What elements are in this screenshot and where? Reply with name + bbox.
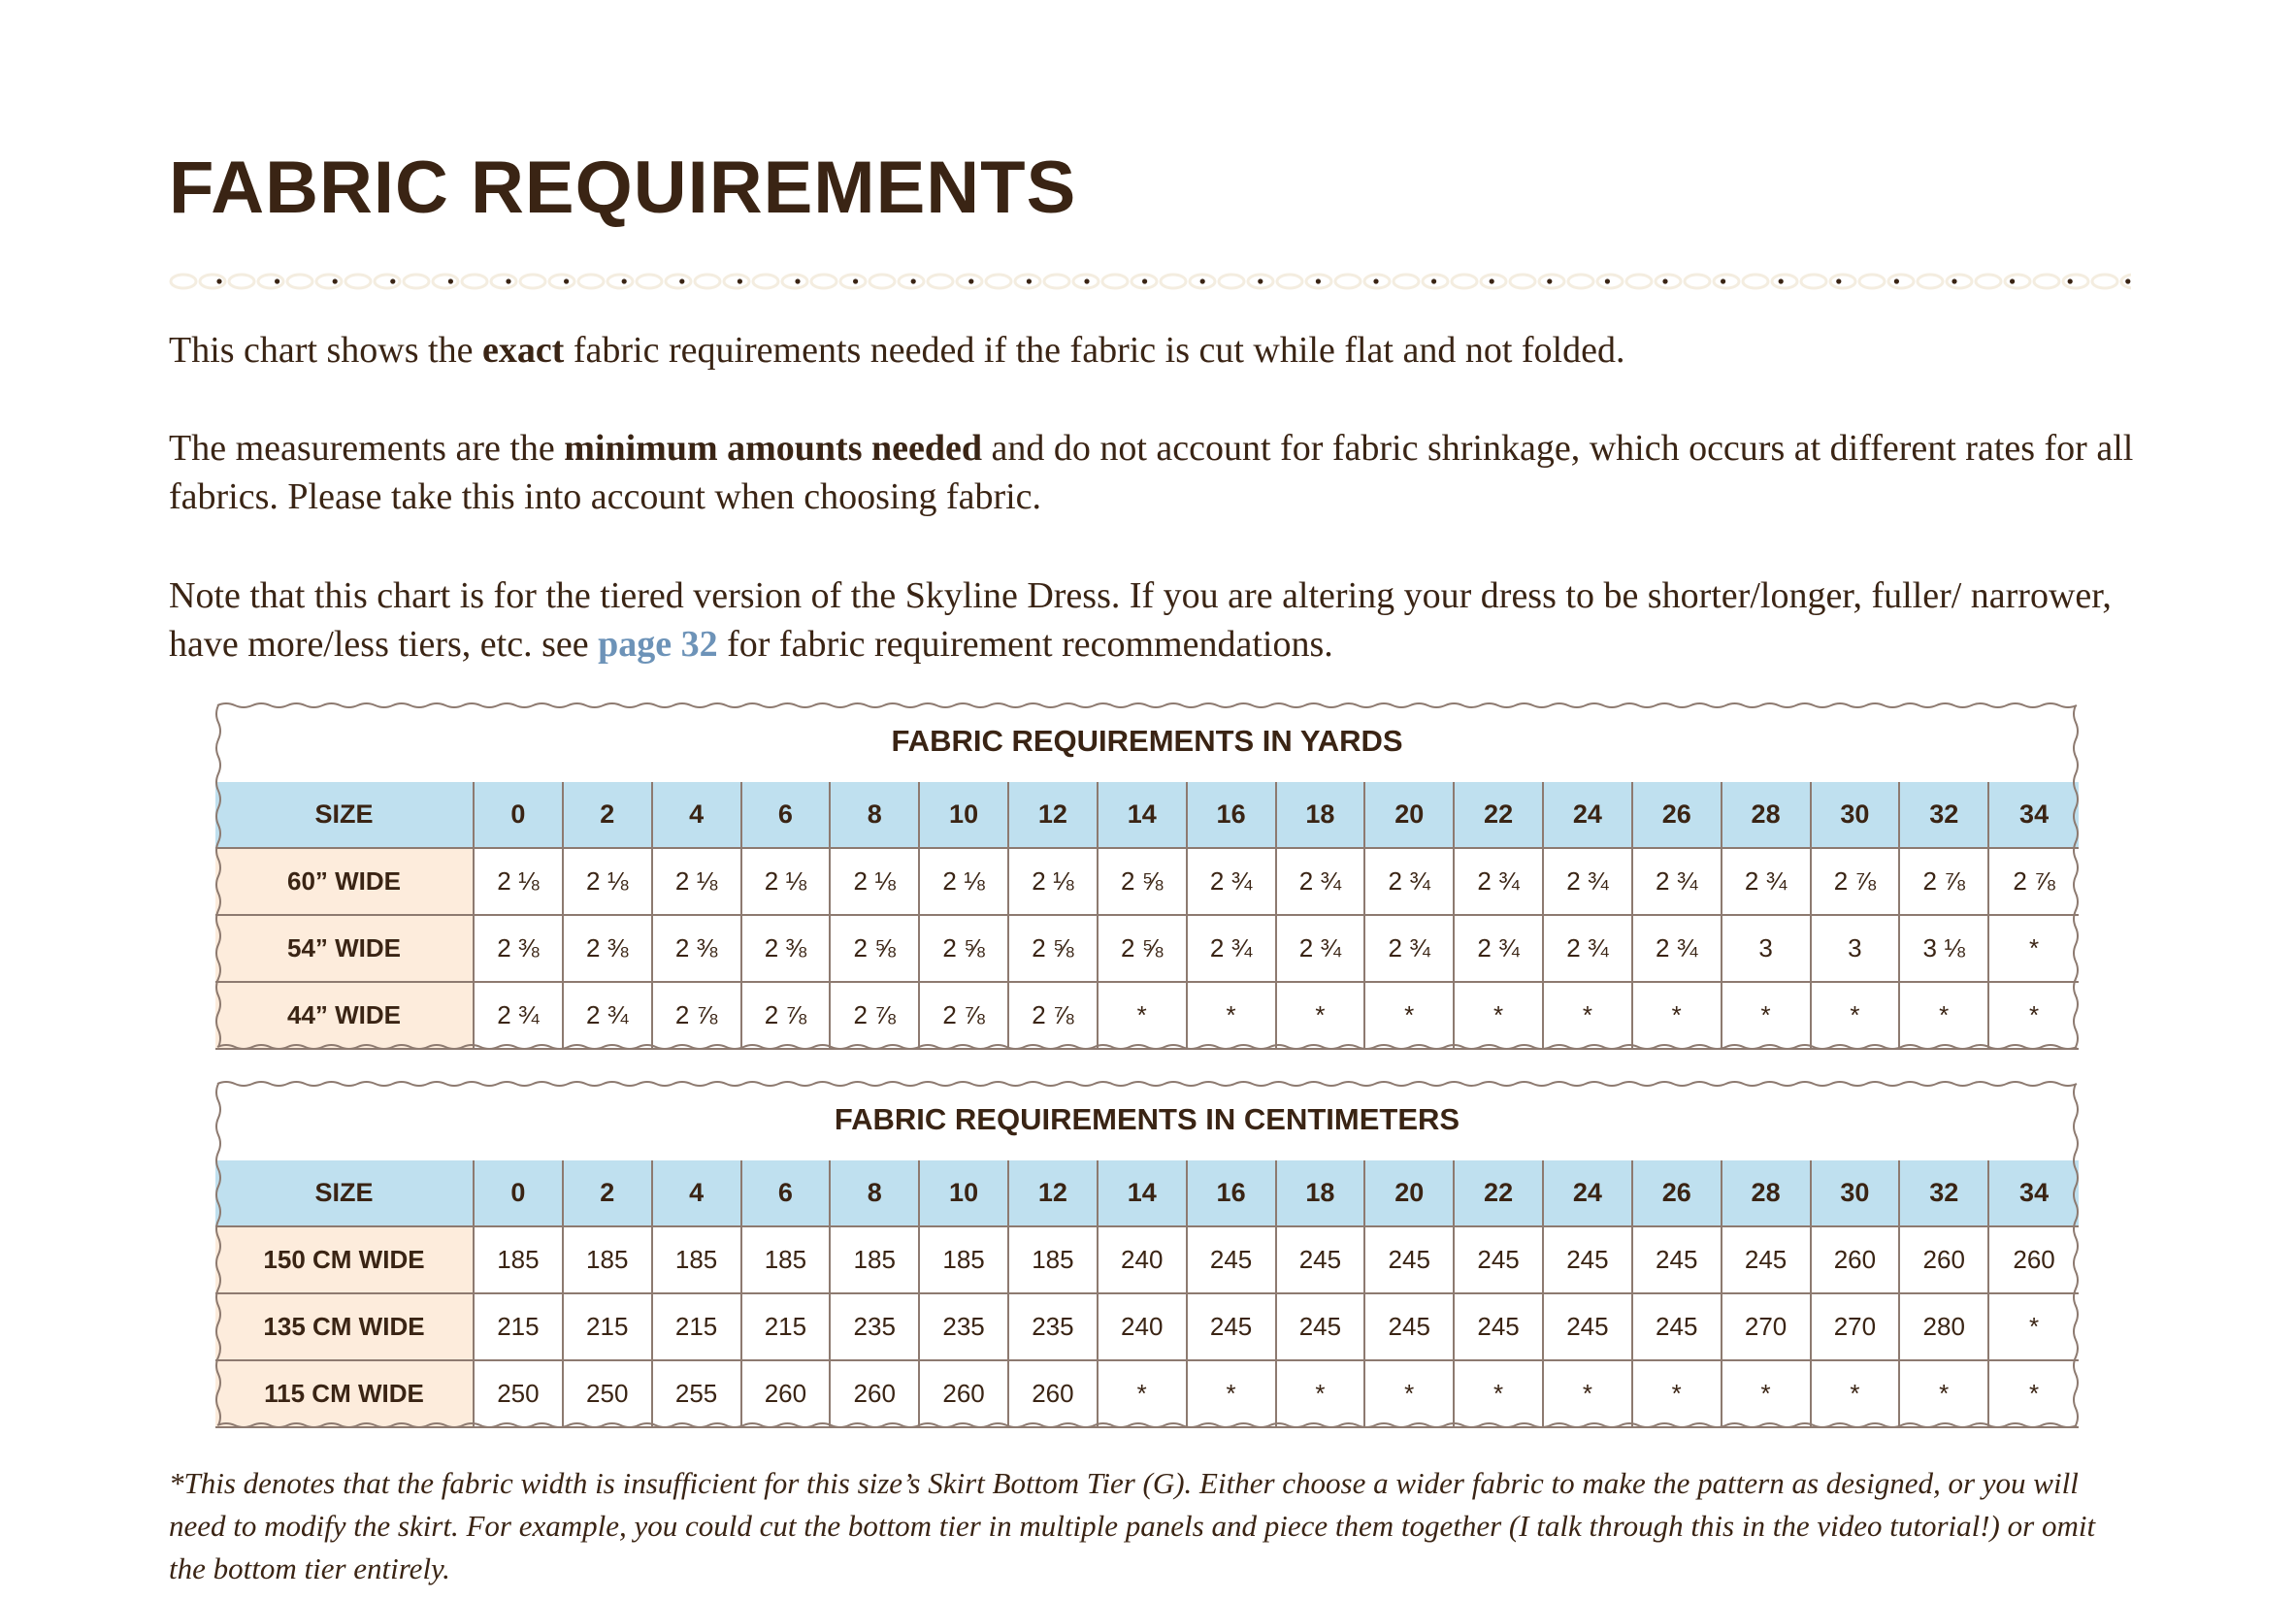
divider-link bbox=[2005, 275, 2030, 288]
cm-table-card bbox=[215, 1079, 2079, 1430]
table-cell: 2 ⅝ bbox=[1009, 916, 1099, 983]
table-cell: * bbox=[1277, 1361, 1366, 1428]
size-column-header: 20 bbox=[1365, 1160, 1455, 1227]
p2-before: The measurements are the bbox=[169, 428, 565, 469]
p2-after: and do not account for fabric shrinkage, which occurs at different rates for all fabrics. Please take this into account when choosing fabric. bbox=[169, 428, 2134, 517]
table-cell: 215 bbox=[564, 1294, 653, 1361]
table-cell: 185 bbox=[920, 1227, 1009, 1294]
size-column-header: 24 bbox=[1544, 1160, 1633, 1227]
table-cell: 2 ¾ bbox=[1277, 916, 1366, 983]
divider-link bbox=[869, 275, 895, 288]
page-link[interactable]: page 32 bbox=[598, 624, 718, 665]
table-cell: 260 bbox=[742, 1361, 832, 1428]
table-cell: 260 bbox=[831, 1361, 920, 1428]
size-column-header: 24 bbox=[1544, 782, 1633, 849]
page-title: FABRIC REQUIREMENTS bbox=[169, 147, 1077, 229]
size-column-header: 4 bbox=[653, 1160, 742, 1227]
size-column-header: 10 bbox=[920, 782, 1009, 849]
divider-link bbox=[1394, 275, 1419, 288]
table-cell: * bbox=[1812, 983, 1901, 1050]
table-cell: 245 bbox=[1188, 1227, 1277, 1294]
divider-link bbox=[1830, 275, 1855, 288]
table-cell: 2 ¾ bbox=[1277, 849, 1366, 916]
table-cell: 245 bbox=[1722, 1227, 1812, 1294]
table-cell: 2 ⅛ bbox=[564, 849, 653, 916]
divider-dot bbox=[911, 278, 916, 283]
size-column-header: 34 bbox=[1989, 1160, 2079, 1227]
table-cell: 185 bbox=[653, 1227, 742, 1294]
table-cell: 2 ⅞ bbox=[831, 983, 920, 1050]
divider-dot bbox=[1316, 278, 1321, 283]
divider-link bbox=[753, 275, 778, 288]
divider-dot bbox=[1142, 278, 1147, 283]
size-column-header: 2 bbox=[564, 782, 653, 849]
divider-link bbox=[1626, 275, 1652, 288]
size-header: SIZE bbox=[215, 782, 475, 849]
table-cell: 2 ⅛ bbox=[1009, 849, 1099, 916]
table-cell: 2 ⅞ bbox=[742, 983, 832, 1050]
divider-link bbox=[1219, 275, 1244, 288]
size-header: SIZE bbox=[215, 1160, 475, 1227]
size-column-header: 16 bbox=[1188, 1160, 1277, 1227]
note-paragraph bbox=[169, 571, 2139, 669]
row-label: 60” WIDE bbox=[215, 849, 475, 916]
size-column-header: 8 bbox=[831, 1160, 920, 1227]
divider-link bbox=[1772, 275, 1797, 288]
divider-link bbox=[1656, 275, 1681, 288]
cm-table bbox=[215, 1160, 2079, 1428]
table-cell: * bbox=[1633, 1361, 1722, 1428]
divider-link bbox=[2092, 275, 2117, 288]
table-cell: * bbox=[1812, 1361, 1901, 1428]
divider-link bbox=[1161, 275, 1186, 288]
divider-link bbox=[433, 275, 458, 288]
divider-link bbox=[1044, 275, 1069, 288]
size-column-header: 32 bbox=[1900, 782, 1989, 849]
divider-link bbox=[2063, 275, 2088, 288]
table-cell: 185 bbox=[564, 1227, 653, 1294]
p3-before: Note that this chart is for the tiered version of the Skyline Dress. If you are altering your dress to be shorter/longer, fuller/ narrower, have more/less tiers, etc. see bbox=[169, 575, 2112, 665]
divider-dot bbox=[1894, 278, 1899, 283]
divider-link bbox=[1859, 275, 1885, 288]
table-cell: 2 ¾ bbox=[1633, 916, 1722, 983]
table-cell: 2 ¾ bbox=[475, 983, 564, 1050]
size-column-header: 26 bbox=[1633, 782, 1722, 849]
size-column-header: 28 bbox=[1722, 782, 1812, 849]
divider-dot bbox=[1200, 278, 1205, 283]
table-cell: 245 bbox=[1633, 1227, 1722, 1294]
table-cell: * bbox=[1099, 983, 1188, 1050]
table-cell: 2 ¾ bbox=[564, 983, 653, 1050]
divider-link bbox=[986, 275, 1011, 288]
size-column-header: 4 bbox=[653, 782, 742, 849]
divider-dot bbox=[390, 278, 395, 283]
divider-link bbox=[1947, 275, 1972, 288]
table-cell: 245 bbox=[1365, 1227, 1455, 1294]
table-cell: 2 ⅝ bbox=[1099, 849, 1188, 916]
size-column-header: 16 bbox=[1188, 782, 1277, 849]
table-cell: 2 ¾ bbox=[1188, 849, 1277, 916]
table-cell: 245 bbox=[1544, 1294, 1633, 1361]
divider-dot bbox=[1490, 278, 1494, 283]
divider-link bbox=[1568, 275, 1593, 288]
divider-dot bbox=[1779, 278, 1784, 283]
p1-after: fabric requirements needed if the fabric is cut while flat and not folded. bbox=[564, 330, 1625, 371]
size-column-header: 0 bbox=[475, 782, 564, 849]
size-column-header: 2 bbox=[564, 1160, 653, 1227]
divider-dot bbox=[1431, 278, 1436, 283]
table-cell: 2 ¾ bbox=[1722, 849, 1812, 916]
size-column-header: 8 bbox=[831, 782, 920, 849]
table-cell: 2 ¾ bbox=[1188, 916, 1277, 983]
table-cell: * bbox=[1722, 983, 1812, 1050]
table-cell: 260 bbox=[1009, 1361, 1099, 1428]
divider-link bbox=[462, 275, 487, 288]
divider-dot bbox=[679, 278, 684, 283]
divider-dot bbox=[506, 278, 510, 283]
table-cell: * bbox=[1544, 1361, 1633, 1428]
table-cell: * bbox=[1455, 983, 1544, 1050]
divider-dot bbox=[333, 278, 338, 283]
table-cell: 185 bbox=[831, 1227, 920, 1294]
size-column-header: 14 bbox=[1099, 1160, 1188, 1227]
divider-link bbox=[1888, 275, 1914, 288]
table-cell: * bbox=[1633, 983, 1722, 1050]
divider-dot bbox=[564, 278, 569, 283]
size-column-header: 12 bbox=[1009, 1160, 1099, 1227]
divider-dot bbox=[1721, 278, 1725, 283]
table-cell: 2 ⅞ bbox=[1812, 849, 1901, 916]
table-cell: 2 ⅞ bbox=[920, 983, 1009, 1050]
table-cell: 260 bbox=[1900, 1227, 1989, 1294]
table-cell: 3 bbox=[1812, 916, 1901, 983]
divider-link bbox=[1743, 275, 1768, 288]
table-cell: 245 bbox=[1277, 1294, 1366, 1361]
divider-link bbox=[345, 275, 371, 288]
table-cell: 280 bbox=[1900, 1294, 1989, 1361]
size-column-header: 18 bbox=[1277, 782, 1366, 849]
table-cell: 2 ¾ bbox=[1455, 916, 1544, 983]
table-cell: 255 bbox=[653, 1361, 742, 1428]
divider-link bbox=[1801, 275, 1826, 288]
table-cell: 240 bbox=[1099, 1227, 1188, 1294]
table-cell: * bbox=[1365, 1361, 1455, 1428]
divider-link bbox=[1102, 275, 1128, 288]
size-column-header: 32 bbox=[1900, 1160, 1989, 1227]
table-cell: 2 ⅞ bbox=[1900, 849, 1989, 916]
table-cell: * bbox=[1989, 916, 2079, 983]
size-column-header: 12 bbox=[1009, 782, 1099, 849]
divider-link bbox=[520, 275, 545, 288]
table-cell: 245 bbox=[1188, 1294, 1277, 1361]
table-cell: 2 ⅞ bbox=[1009, 983, 1099, 1050]
table-cell: * bbox=[1989, 983, 2079, 1050]
table-cell: 250 bbox=[475, 1361, 564, 1428]
size-column-header: 0 bbox=[475, 1160, 564, 1227]
table-cell: 185 bbox=[742, 1227, 832, 1294]
table-cell: * bbox=[1365, 983, 1455, 1050]
divider-link bbox=[229, 275, 254, 288]
divider-dot bbox=[1258, 278, 1263, 283]
yards-table-card bbox=[215, 701, 2079, 1052]
divider-link bbox=[171, 275, 196, 288]
table-cell: 2 ¾ bbox=[1365, 916, 1455, 983]
divider-link bbox=[491, 275, 516, 288]
row-label: 150 CM WIDE bbox=[215, 1227, 475, 1294]
table-cell: * bbox=[1989, 1361, 2079, 1428]
table-cell: 2 ⅝ bbox=[1099, 916, 1188, 983]
divider-link bbox=[1918, 275, 1943, 288]
intro-paragraph bbox=[169, 326, 2139, 375]
divider-link bbox=[928, 275, 953, 288]
table-cell: 270 bbox=[1812, 1294, 1901, 1361]
table-cell: 185 bbox=[475, 1227, 564, 1294]
table-cell: 235 bbox=[920, 1294, 1009, 1361]
table-cell: 245 bbox=[1277, 1227, 1366, 1294]
table-cell: * bbox=[1099, 1361, 1188, 1428]
divider-link bbox=[375, 275, 400, 288]
divider-dot bbox=[2125, 278, 2130, 283]
footnote: *This denotes that the fabric width is insufficient for this size’s Skirt Bottom Tier (G). Either choose a wider fabric to make the pattern as designed, or you will need to modify the skirt. For example, you could cut the bottom tier in multiple panels and piece them together (I talk through this in the video tutorial!) or omit the bottom tier entirely. bbox=[169, 1466, 2096, 1585]
table-cell: 245 bbox=[1455, 1227, 1544, 1294]
divider-dot bbox=[275, 278, 279, 283]
table-cell: 245 bbox=[1365, 1294, 1455, 1361]
table-cell: 2 ⅛ bbox=[653, 849, 742, 916]
table-cell: 2 ¾ bbox=[1455, 849, 1544, 916]
divider-dot bbox=[216, 278, 221, 283]
divider-link bbox=[578, 275, 604, 288]
table-cell: * bbox=[1989, 1294, 2079, 1361]
table-cell: 245 bbox=[1455, 1294, 1544, 1361]
table-cell: * bbox=[1722, 1361, 1812, 1428]
divider-dot bbox=[2068, 278, 2073, 283]
divider-dot bbox=[738, 278, 742, 283]
table-cell: 2 ¾ bbox=[1544, 849, 1633, 916]
divider-dot bbox=[968, 278, 973, 283]
divider-dot bbox=[448, 278, 453, 283]
divider-dot bbox=[1547, 278, 1552, 283]
divider-link bbox=[287, 275, 312, 288]
divider-link bbox=[1335, 275, 1361, 288]
divider-link bbox=[1685, 275, 1710, 288]
size-column-header: 6 bbox=[742, 782, 832, 849]
table-cell: * bbox=[1277, 983, 1366, 1050]
table-cell: 235 bbox=[1009, 1294, 1099, 1361]
row-label: 54” WIDE bbox=[215, 916, 475, 983]
divider-dot bbox=[622, 278, 627, 283]
table-cell: 2 ⅞ bbox=[653, 983, 742, 1050]
divider-link bbox=[1714, 275, 1739, 288]
shrinkage-paragraph bbox=[169, 424, 2139, 521]
divider-link bbox=[404, 275, 429, 288]
table-cell: 2 ⅝ bbox=[920, 916, 1009, 983]
table-cell: 2 ¾ bbox=[1633, 849, 1722, 916]
yards-table bbox=[215, 782, 2079, 1050]
yards-table-title: FABRIC REQUIREMENTS IN YARDS bbox=[891, 724, 1403, 758]
table-cell: 250 bbox=[564, 1361, 653, 1428]
divider-link bbox=[695, 275, 720, 288]
table-cell: * bbox=[1455, 1361, 1544, 1428]
table-cell: 2 ⅜ bbox=[742, 916, 832, 983]
divider-dot bbox=[1836, 278, 1841, 283]
p3-after: for fabric requirement recommendations. bbox=[717, 624, 1333, 665]
divider-link bbox=[549, 275, 574, 288]
divider-link bbox=[607, 275, 633, 288]
size-column-header: 34 bbox=[1989, 782, 2079, 849]
table-cell: 3 bbox=[1722, 916, 1812, 983]
divider-link bbox=[1510, 275, 1535, 288]
divider-dot bbox=[1027, 278, 1032, 283]
table-cell: 2 ⅛ bbox=[742, 849, 832, 916]
divider-dot bbox=[1605, 278, 1610, 283]
table-cell: 3 ⅛ bbox=[1900, 916, 1989, 983]
table-cell: 245 bbox=[1544, 1227, 1633, 1294]
divider-dot bbox=[2010, 278, 2015, 283]
divider-link bbox=[1452, 275, 1477, 288]
table-cell: 215 bbox=[742, 1294, 832, 1361]
p1-before: This chart shows the bbox=[169, 330, 482, 371]
divider-dot bbox=[795, 278, 800, 283]
table-cell: 235 bbox=[831, 1294, 920, 1361]
divider-link bbox=[637, 275, 662, 288]
divider-link bbox=[724, 275, 749, 288]
table-cell: * bbox=[1544, 983, 1633, 1050]
size-column-header: 18 bbox=[1277, 1160, 1366, 1227]
table-cell: 260 bbox=[1812, 1227, 1901, 1294]
size-column-header: 20 bbox=[1365, 782, 1455, 849]
table-cell: 2 ⅜ bbox=[653, 916, 742, 983]
divider-link bbox=[666, 275, 691, 288]
table-cell: 245 bbox=[1633, 1294, 1722, 1361]
decorative-divider bbox=[169, 262, 2131, 301]
size-column-header: 14 bbox=[1099, 782, 1188, 849]
table-cell: 185 bbox=[1009, 1227, 1099, 1294]
size-column-header: 22 bbox=[1455, 782, 1544, 849]
size-column-header: 28 bbox=[1722, 1160, 1812, 1227]
divider-dot bbox=[1662, 278, 1667, 283]
divider-dot bbox=[853, 278, 858, 283]
table-cell: * bbox=[1900, 1361, 1989, 1428]
divider-link bbox=[1277, 275, 1302, 288]
table-cell: 2 ⅜ bbox=[564, 916, 653, 983]
divider-dot bbox=[1373, 278, 1378, 283]
table-cell: 240 bbox=[1099, 1294, 1188, 1361]
table-cell: 260 bbox=[1989, 1227, 2079, 1294]
size-column-header: 6 bbox=[742, 1160, 832, 1227]
table-cell: 2 ⅛ bbox=[475, 849, 564, 916]
divider-dot bbox=[1952, 278, 1956, 283]
divider-link bbox=[316, 275, 342, 288]
row-label: 44” WIDE bbox=[215, 983, 475, 1050]
table-cell: * bbox=[1188, 983, 1277, 1050]
table-cell: 2 ¾ bbox=[1544, 916, 1633, 983]
size-column-header: 26 bbox=[1633, 1160, 1722, 1227]
row-label: 135 CM WIDE bbox=[215, 1294, 475, 1361]
size-column-header: 30 bbox=[1812, 782, 1901, 849]
table-cell: 2 ⅜ bbox=[475, 916, 564, 983]
p1-bold: exact bbox=[481, 330, 565, 371]
table-cell: 2 ⅛ bbox=[920, 849, 1009, 916]
divider-link bbox=[1976, 275, 2001, 288]
cm-table-title: FABRIC REQUIREMENTS IN CENTIMETERS bbox=[834, 1102, 1460, 1136]
table-cell: 260 bbox=[920, 1361, 1009, 1428]
row-label: 115 CM WIDE bbox=[215, 1361, 475, 1428]
table-cell: 215 bbox=[475, 1294, 564, 1361]
divider-dot bbox=[1084, 278, 1089, 283]
table-cell: * bbox=[1188, 1361, 1277, 1428]
table-cell: 2 ⅞ bbox=[1989, 849, 2079, 916]
size-column-header: 30 bbox=[1812, 1160, 1901, 1227]
table-cell: 2 ⅛ bbox=[831, 849, 920, 916]
divider-link bbox=[811, 275, 836, 288]
p2-bold: minimum amounts needed bbox=[564, 428, 982, 469]
table-cell: 215 bbox=[653, 1294, 742, 1361]
divider-link bbox=[2034, 275, 2059, 288]
divider-link bbox=[782, 275, 807, 288]
table-cell: 2 ⅝ bbox=[831, 916, 920, 983]
size-column-header: 22 bbox=[1455, 1160, 1544, 1227]
table-cell: 270 bbox=[1722, 1294, 1812, 1361]
size-column-header: 10 bbox=[920, 1160, 1009, 1227]
table-cell: * bbox=[1900, 983, 1989, 1050]
table-cell: 2 ¾ bbox=[1365, 849, 1455, 916]
